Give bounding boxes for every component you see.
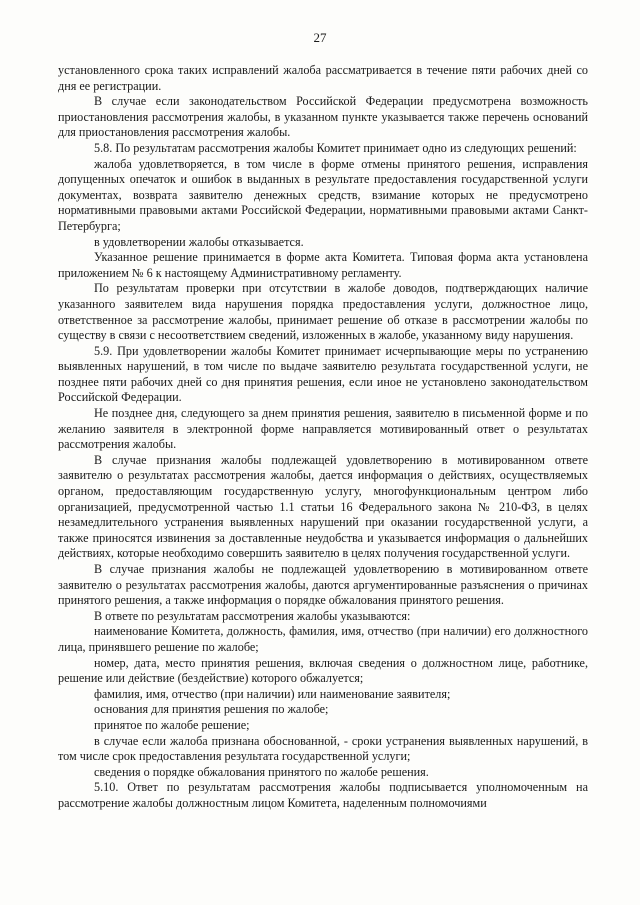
paragraph: в случае если жалоба признана обоснованной, - сроки устранения выявленных нарушений, в том числе срок предоставления результата государственной услуги;: [58, 733, 588, 764]
paragraph: 5.10. Ответ по результатам рассмотрения жалобы подписывается уполномоченным на рассмотрение жалобы должностным лицом Комитета, наделенным полномочиями: [58, 780, 588, 810]
paragraph: По результатам проверки при отсутствии в жалобе доводов, подтверждающих наличие указанного заявителем вида нарушения порядка предоставления услуги, должностное лицо, ответственное за рассмотрение жалобы, принимает решение об отказе в рассмотрении жалобы по существу в связи с несоответствием сведений, изложенных в жалобе, указанному виду нарушения.: [58, 281, 588, 343]
paragraph: наименование Комитета, должность, фамилия, имя, отчество (при наличии) его должностного лица, принявшего решение по жалобе;: [58, 624, 588, 654]
paragraph: принятое по жалобе решение;: [94, 717, 250, 732]
paragraph: в удовлетворении жалобы отказывается.: [94, 234, 304, 249]
paragraph: Не позднее дня, следующего за днем принятия решения, заявителю в письменной форме и по желанию заявителя в электронной форме направляется мотивированный ответ о результатах рассмотрения жалобы.: [58, 406, 588, 452]
paragraph: В случае признания жалобы не подлежащей удовлетворению в мотивированном ответе заявителю о результатах рассмотрения жалобы, даются аргументированные разъяснения о причинах принятого решения, а также информация о порядке обжалования принятого решения.: [58, 562, 588, 608]
paragraph: В случае если законодательством Российской Федерации предусмотрена возможность приостановления рассмотрения жалобы, в указанном пункте указывается также перечень оснований для приостановления рассмотрения жалобы.: [58, 94, 588, 140]
document-body: [58, 63, 588, 812]
paragraph: жалоба удовлетворяется, в том числе в форме отмены принятого решения, исправления допущенных опечаток и ошибок в выданных в результате предоставления государственной услуги документах, возврата заявителю денежных средств, взимание которых не предусмотрено нормативными правовыми актами Российской Федерации, нормативными правовыми актами Санкт-Петербурга;: [58, 156, 588, 233]
paragraph: Указанное решение принимается в форме акта Комитета. Типовая форма акта установлена приложением № 6 к настоящему Административному регламенту.: [58, 250, 588, 280]
paragraph: основания для принятия решения по жалобе;: [94, 702, 329, 717]
paragraph: номер, дата, место принятия решения, включая сведения о должностном лице, работнике, решение или действие (бездействие) которого обжалуется;: [58, 655, 588, 686]
paragraph: В случае признания жалобы подлежащей удовлетворению в мотивированном ответе заявителю о результатах рассмотрения жалобы, дается информация о действиях, осуществляемых органом, предоставляющим государственную услугу, многофункциональным центром либо организацией, предусмотренной частью 1.1 статьи 16 Федерального закона № 210-ФЗ, в целях незамедлительного устранения выявленных нарушений при оказании государственной услуги, а также приносятся извинения за доставленные неудобства и указывается информация о дальнейших действиях, которые необходимо совершить заявителю в целях получения государственной услуги.: [58, 452, 588, 561]
paragraph: сведения о порядке обжалования принятого по жалобе решения.: [94, 764, 429, 779]
paragraph: 5.9. При удовлетворении жалобы Комитет принимает исчерпывающие меры по устранению выявленных нарушений, в том числе по выдаче заявителю результата государственной услуги, не позднее пяти рабочих дней со дня принятия решения, если иное не установлено законодательством Российской Федерации.: [58, 343, 588, 405]
paragraph: 5.8. По результатам рассмотрения жалобы Комитет принимает одно из следующих решений:: [94, 140, 577, 155]
paragraph: В ответе по результатам рассмотрения жалобы указываются:: [94, 608, 411, 623]
paragraph: фамилия, имя, отчество (при наличии) или наименование заявителя;: [94, 686, 451, 701]
page-number: 27: [313, 30, 327, 45]
paragraph: установленного срока таких исправлений жалоба рассматривается в течение пяти рабочих дней со дня ее регистрации.: [58, 63, 588, 93]
